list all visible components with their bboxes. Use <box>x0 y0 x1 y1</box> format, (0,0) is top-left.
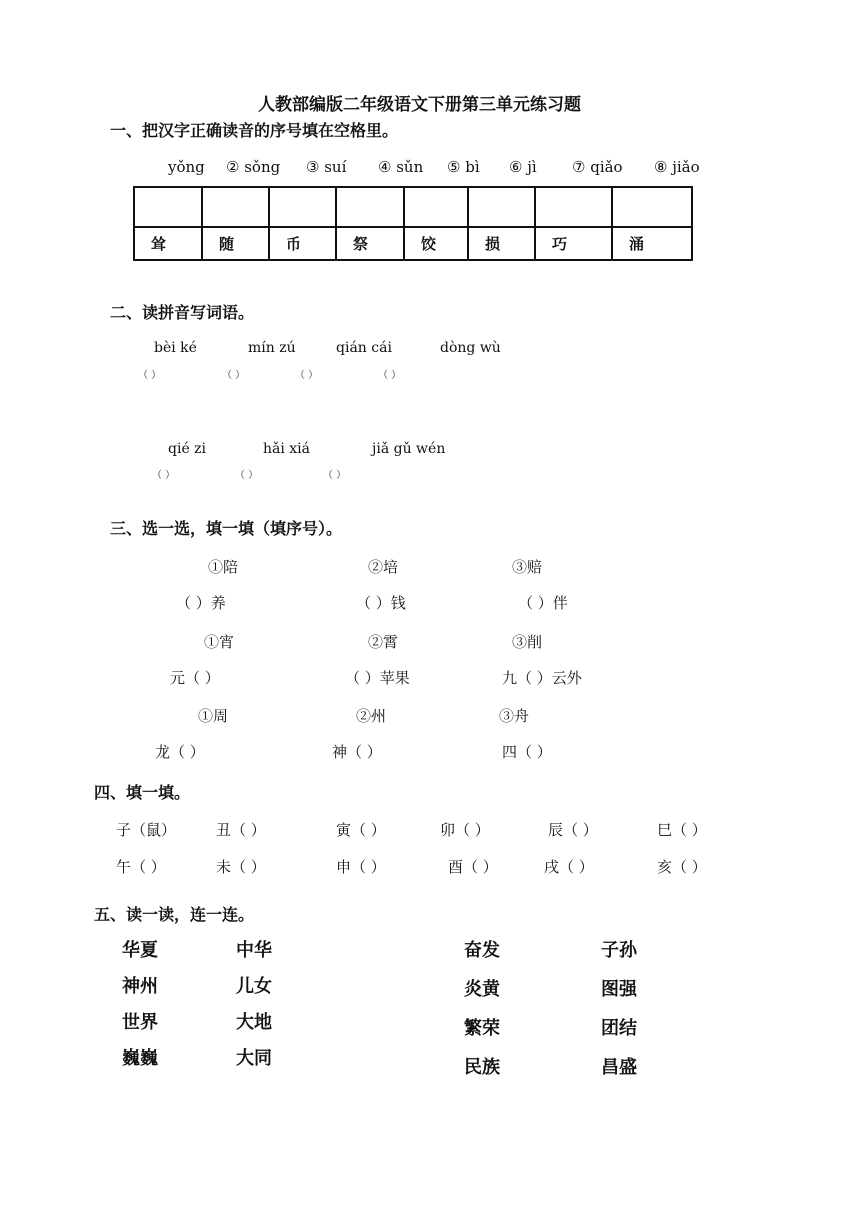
pinyin-option-1: yǒng <box>168 158 205 176</box>
pinyin-option-2: ② sǒng <box>226 158 281 176</box>
answer-blank[interactable]: （ ） <box>295 370 319 381</box>
match-word[interactable]: 世界 <box>122 1012 158 1033</box>
zodiac-blank[interactable]: 寅（ ） <box>336 821 386 839</box>
pinyin-word: qián cái <box>336 340 392 356</box>
zodiac-blank[interactable]: 未（ ） <box>216 858 266 876</box>
section-5-heading: 五、读一读，连一连。 <box>94 905 255 924</box>
pinyin-word: dòng wù <box>440 340 501 356</box>
answer-cell[interactable] <box>203 188 270 226</box>
answer-cell[interactable] <box>135 188 203 226</box>
match-word[interactable]: 大地 <box>236 1012 272 1033</box>
fill-blank[interactable]: （ ）伴 <box>518 594 568 612</box>
choice-option: ②霄 <box>368 633 399 651</box>
fill-blank[interactable]: （ ）苹果 <box>345 669 410 687</box>
zodiac-blank[interactable]: 申（ ） <box>336 858 386 876</box>
answer-blank[interactable]: （ ） <box>138 370 162 381</box>
match-word[interactable]: 儿女 <box>236 976 272 997</box>
choice-option: ①周 <box>198 707 229 725</box>
answer-blank[interactable]: （ ） <box>152 470 176 481</box>
answer-cell[interactable] <box>613 188 691 226</box>
choice-option: ①宵 <box>204 633 235 651</box>
char-cell: 祭 <box>337 228 405 259</box>
zodiac-blank[interactable]: 午（ ） <box>116 858 166 876</box>
match-word[interactable]: 昌盛 <box>601 1057 637 1078</box>
answer-blank[interactable]: （ ） <box>222 370 246 381</box>
pinyin-option-5: ⑤ bì <box>447 158 480 176</box>
answer-cell[interactable] <box>536 188 613 226</box>
zodiac-blank[interactable]: 巳（ ） <box>657 821 707 839</box>
choice-option: ③赔 <box>512 558 543 576</box>
zodiac-blank[interactable]: 亥（ ） <box>657 858 707 876</box>
char-cell: 耸 <box>135 228 203 259</box>
answer-cell[interactable] <box>337 188 405 226</box>
section-2-heading: 二、读拼音写词语。 <box>110 303 255 322</box>
zodiac-blank[interactable]: 辰（ ） <box>548 821 598 839</box>
char-cell: 巧 <box>536 228 613 259</box>
answer-blank[interactable]: （ ） <box>323 470 347 481</box>
pinyin-option-7: ⑦ qiǎo <box>572 158 623 176</box>
pinyin-word: mín zú <box>248 340 296 356</box>
choice-option: ①陪 <box>208 558 239 576</box>
pinyin-word: jiǎ gǔ wén <box>372 441 446 457</box>
char-cell: 饺 <box>405 228 469 259</box>
choice-option: ②培 <box>368 558 399 576</box>
pinyin-word: qié zi <box>168 441 207 457</box>
pinyin-word: bèi ké <box>154 340 197 356</box>
pinyin-option-8: ⑧ jiǎo <box>654 158 700 176</box>
match-word[interactable]: 大同 <box>236 1048 272 1069</box>
section-1-heading: 一、把汉字正确读音的序号填在空格里。 <box>110 121 399 140</box>
fill-blank[interactable]: 元（ ） <box>170 669 220 687</box>
zodiac-blank[interactable]: 戌（ ） <box>544 858 594 876</box>
choice-option: ③削 <box>512 633 543 651</box>
answer-cell[interactable] <box>469 188 536 226</box>
zodiac-blank[interactable]: 卯（ ） <box>440 821 490 839</box>
answer-row <box>135 188 691 228</box>
zodiac-blank[interactable]: 丑（ ） <box>216 821 266 839</box>
match-word[interactable]: 子孙 <box>601 940 637 961</box>
section-3-heading: 三、选一选，填一填（填序号）。 <box>110 519 343 538</box>
match-word[interactable]: 炎黄 <box>464 979 500 1000</box>
zodiac-blank[interactable]: 酉（ ） <box>448 858 498 876</box>
match-word[interactable]: 神州 <box>122 976 158 997</box>
match-word[interactable]: 巍巍 <box>122 1048 158 1069</box>
fill-blank[interactable]: （ ）钱 <box>356 594 406 612</box>
fill-blank[interactable]: （ ）养 <box>176 594 226 612</box>
answer-blank[interactable]: （ ） <box>378 370 402 381</box>
match-word[interactable]: 华夏 <box>122 940 158 961</box>
answer-cell[interactable] <box>405 188 469 226</box>
char-row <box>135 228 691 259</box>
choice-option: ③舟 <box>499 707 530 725</box>
match-word[interactable]: 繁荣 <box>464 1018 500 1039</box>
match-word[interactable]: 图强 <box>601 979 637 1000</box>
pinyin-option-3: ③ suí <box>306 158 347 176</box>
pinyin-option-6: ⑥ jì <box>509 158 537 176</box>
zodiac-item: 子（鼠） <box>116 821 177 839</box>
fill-blank[interactable]: 四（ ） <box>502 743 552 761</box>
fill-blank[interactable]: 龙（ ） <box>155 743 205 761</box>
pinyin-option-4: ④ sǔn <box>378 158 424 176</box>
char-cell: 币 <box>270 228 337 259</box>
page-title: 人教部编版二年级语文下册第三单元练习题 <box>258 95 581 115</box>
char-cell: 涌 <box>629 235 645 253</box>
choice-option: ②州 <box>356 707 387 725</box>
match-word[interactable]: 民族 <box>464 1057 500 1078</box>
match-word[interactable]: 团结 <box>601 1018 637 1039</box>
pinyin-word: hǎi xiá <box>263 441 311 457</box>
fill-blank[interactable]: 神（ ） <box>332 743 382 761</box>
char-cell: 随 <box>203 228 270 259</box>
section-4-heading: 四、填一填。 <box>94 783 191 802</box>
fill-blank[interactable]: 九（ ）云外 <box>502 669 582 687</box>
char-cell: 损 <box>469 228 536 259</box>
answer-blank[interactable]: （ ） <box>235 470 259 481</box>
reading-answer-table <box>133 186 693 261</box>
match-word[interactable]: 奋发 <box>464 940 500 961</box>
match-word[interactable]: 中华 <box>236 940 272 961</box>
answer-cell[interactable] <box>270 188 337 226</box>
